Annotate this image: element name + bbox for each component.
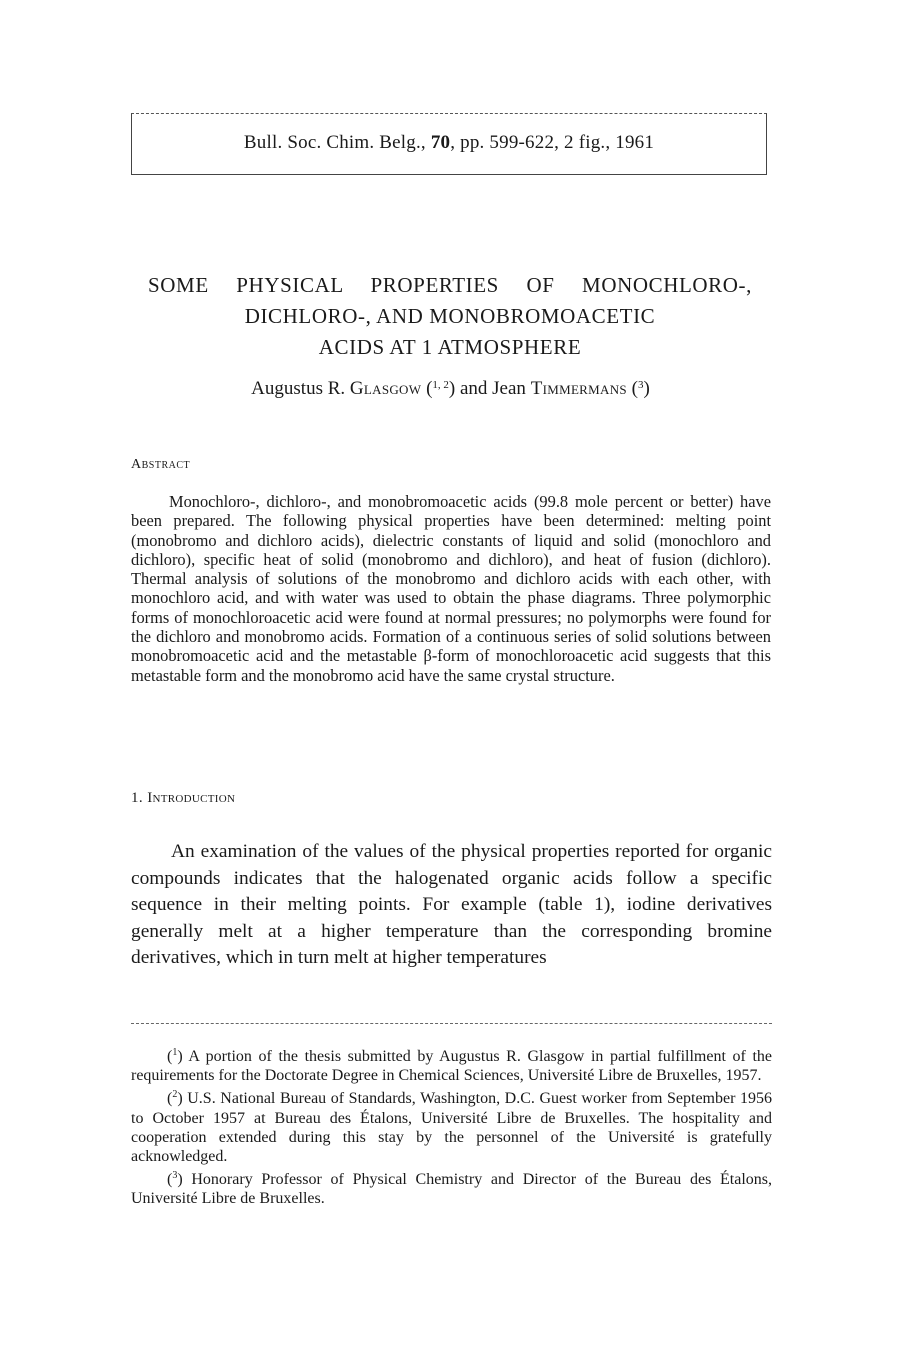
footnote-2-number: 2 [172,1089,178,1101]
section-number: 1. [131,790,148,806]
author2-footnote-ref: 3 [638,379,644,391]
footnote-rule [131,1023,772,1024]
citation-journal: Bull. Soc. Chim. Belg., [243,132,431,153]
author-line: Augustus R. Glasgow ($^{1, 2}$) and Jean Timmermans ($^3$) [251,378,650,399]
footnote-1 [131,1043,772,1085]
abstract-heading: Abstract [131,457,191,472]
author1-family-name: Glasgow [349,378,422,399]
author1-footnote-refs: 1, 2 [432,379,449,391]
title-line-2: DICHLORO-, AND MONOBROMOACETIC [244,304,656,328]
citation-volume: 70 [430,132,451,153]
footnote-3-number: 3 [172,1170,178,1182]
citation-line [132,132,766,154]
footnote-1-text: A portion of the thesis submitted by Augustus R. Glasgow in partial fulfillment of the requirements for the Doctorate Degree in Chemical Sciences, Université Libre de Bruxelles, 1957. [131,1048,772,1085]
article-title [130,270,770,363]
citation-pages: , pp. 599-622, 2 fig., 1961 [450,132,655,153]
section-title: Introduction [147,790,236,806]
citation-box [131,113,767,175]
footnote-3-text: Honorary Professor of Physical Chemistry and Director of the Bureau des Étalons, Université Libre de Bruxelles. [131,1171,773,1208]
footnote-3-mark: ($^3$) [167,1170,183,1189]
author1-given-name: Augustus R. [251,378,350,399]
footnote-2-mark: ($^2$) [167,1089,183,1108]
author-conjunction: and Jean [455,378,531,399]
footnote-2 [131,1085,772,1166]
footnotes [131,1043,772,1209]
introduction-heading [131,790,235,807]
footnote-2-text: U.S. National Bureau of Standards, Washington, D.C. Guest worker from September 1956 to October 1957 at Bureau des Étalons, Université Libre de Bruxelles. The hospitality and cooperation extended during this stay by the personnel of the Université is gratefully acknowledged. [131,1090,773,1166]
footnote-3 [131,1166,772,1208]
footnote-1-number: 1 [172,1047,178,1058]
title-line-3: ACIDS AT 1 ATMOSPHERE [318,335,582,359]
introduction-text: An examination of the values of the physical properties reported for organic compounds indicates that the halogenated organic acids follow a specific sequence in their melting points. For example (table 1), iodine derivatives generally melt at a higher temperature than the corresponding bromine derivatives, which in turn melt at higher temperatures [131,841,772,969]
author2-family-name: Timmermans [530,378,627,399]
title-line-1: SOME PHYSICAL PROPERTIES OF MONOCHLORO-, [148,273,752,297]
abstract-text: Monochloro-, dichloro-, and monobromoacetic acids (99.8 mole percent or better) have been prepared. The following physical properties have been determined: melting point (monobromo and dichloro acids), dielectric constants of liquid and solid (monochloro and dichloro), specific heat of solid (monobromo and dichloro), and heat of fusion (dichloro). Thermal analysis of solutions of the monobromo and dichloro acids with each other, with monochloro acid, and with water was used to obtain the phase diagrams. Three polymorphic forms of monochloroacetic acid were found at normal pressures; no polymorphs were found for the dichloro and monobromo acids. Formation of a continuous series of solid solutions between monobromoacetic acid and the metastable β-form of monochloroacetic acid suggests that this metastable form and the monobromo acid have the same crystal structure. [131,492,771,685]
footnote-1-mark: ($^1$) [167,1047,183,1065]
